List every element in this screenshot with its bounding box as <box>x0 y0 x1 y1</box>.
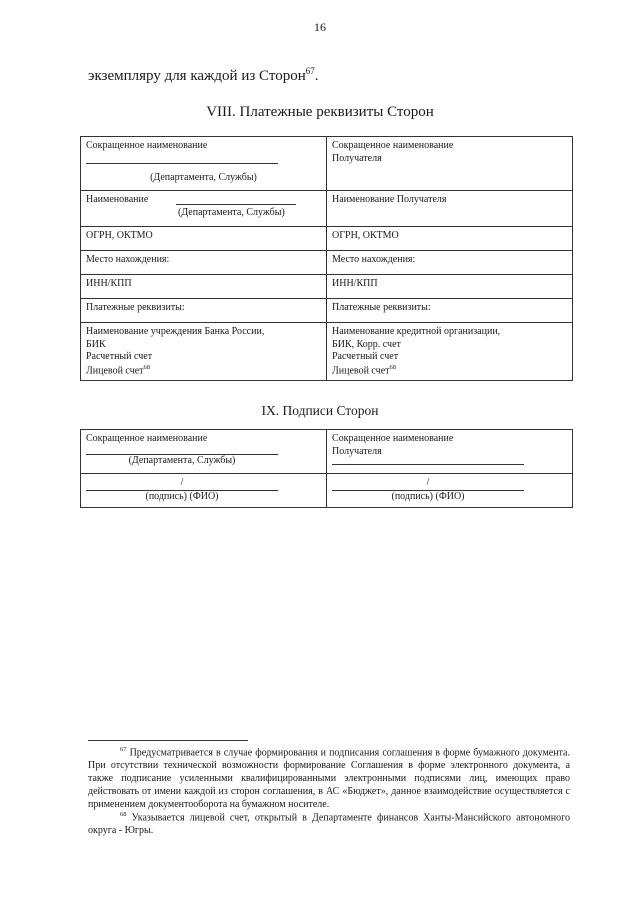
bik-label: БИК <box>86 338 106 350</box>
table-row <box>81 275 573 299</box>
personal-account-label: Лицевой счет$^{68}$ <box>332 363 397 376</box>
signature-note: (подпись) (ФИО) <box>391 490 465 502</box>
dept-note: (Департамента, Службы) <box>150 171 257 183</box>
left-inn-cell: ИНН/КПП <box>81 275 327 299</box>
personal-account-label: Лицевой счет$^{68}$ <box>86 363 151 376</box>
bik-label: БИК, Корр. счет <box>332 338 401 350</box>
signature-line: / <box>86 477 278 491</box>
signature-note: (подпись) (ФИО) <box>145 490 219 502</box>
fill-line <box>176 194 296 205</box>
short-name-label: Сокращенное наименование <box>332 140 454 151</box>
table-row <box>81 299 573 323</box>
left-sign-name-cell <box>81 430 327 474</box>
footnote-68 <box>88 811 570 838</box>
account-label: Расчетный счет <box>86 351 153 362</box>
right-short-name-cell <box>327 137 573 191</box>
footnotes <box>88 746 570 838</box>
left-payment-cell: Платежные реквизиты: <box>81 299 327 323</box>
table-row <box>81 474 573 508</box>
footnote-67 <box>88 746 570 811</box>
footnote-ref-68[interactable]: 68 <box>143 363 151 371</box>
bank-name-label: Наименование кредитной организации, <box>332 326 501 337</box>
page-number: 16 <box>314 20 326 34</box>
right-bank-cell <box>327 323 573 381</box>
right-payment-cell: Платежные реквизиты: <box>327 299 573 323</box>
bank-name-label: Наименование учреждения Банка России, <box>86 326 265 337</box>
left-location-cell: Место нахождения: <box>81 251 327 275</box>
section-viii-title: VIII. Платежные реквизиты Сторон <box>206 104 434 120</box>
left-short-name-cell <box>81 137 327 191</box>
dept-note: (Департамента, Службы) <box>178 206 285 218</box>
section-ix-title: IX. Подписи Сторон <box>261 403 379 418</box>
right-signature-cell <box>327 474 573 508</box>
footnote-ref-67[interactable]: 67 <box>305 66 315 76</box>
left-bank-cell <box>81 323 327 381</box>
table-row <box>81 251 573 275</box>
recipient-label: Получателя <box>332 445 382 457</box>
table-row <box>81 137 573 191</box>
fill-line <box>332 458 524 465</box>
footnote-text: Предусматривается в случае формирования и подписания соглашения в форме бумажного документа. При отсутствии технической возможности формирование Соглашения в форме электронного документа, а также подписание усиленными квалифицированными электронными подписями лиц, имеющих право действовать от имени каждой из сторон соглашения, в АС «Бюджет», данное взаимодействие осуществляется с применением документооборота на бумажном носителе. <box>88 747 570 810</box>
fill-line <box>86 446 278 455</box>
intro-sentence: экземпляру для каждой из Сторон <box>88 68 306 84</box>
account-label: Расчетный счет <box>332 351 399 362</box>
table-row <box>81 430 573 474</box>
table-row <box>81 323 573 381</box>
left-name-cell <box>81 191 327 227</box>
footnote-number: 68 <box>120 811 127 819</box>
footnote-number: 67 <box>120 746 127 753</box>
name-label: Наименование <box>86 194 149 205</box>
intro-period: . <box>314 68 319 84</box>
left-signature-cell <box>81 474 327 508</box>
short-name-label: Сокращенное наименование <box>332 433 454 444</box>
table-row <box>81 227 573 251</box>
dept-note: (Департамента, Службы) <box>128 454 236 466</box>
left-ogrn-cell: ОГРН, ОКТМО <box>81 227 327 251</box>
footnote-text: Указывается лицевой счет, открытый в Департаменте финансов Ханты-Мансийского автономного округа - Югры. <box>88 812 570 837</box>
right-ogrn-cell: ОГРН, ОКТМО <box>327 227 573 251</box>
short-name-label: Сокращенное наименование <box>86 433 208 444</box>
fill-line <box>86 153 278 164</box>
right-inn-cell: ИНН/КПП <box>327 275 573 299</box>
intro-text <box>88 66 318 85</box>
right-name-cell <box>327 191 573 227</box>
footnote-ref-68[interactable]: 68 <box>389 363 397 371</box>
recipient-name-label: Наименование Получателя <box>332 194 447 205</box>
recipient-label: Получателя <box>332 152 382 164</box>
signature-line: / <box>332 477 524 491</box>
right-location-cell: Место нахождения: <box>327 251 573 275</box>
right-sign-name-cell <box>327 430 573 474</box>
signatures-table <box>80 429 573 508</box>
footnote-separator <box>88 740 248 741</box>
short-name-label: Сокращенное наименование <box>86 140 208 151</box>
payment-details-table <box>80 136 573 381</box>
table-row <box>81 191 573 227</box>
